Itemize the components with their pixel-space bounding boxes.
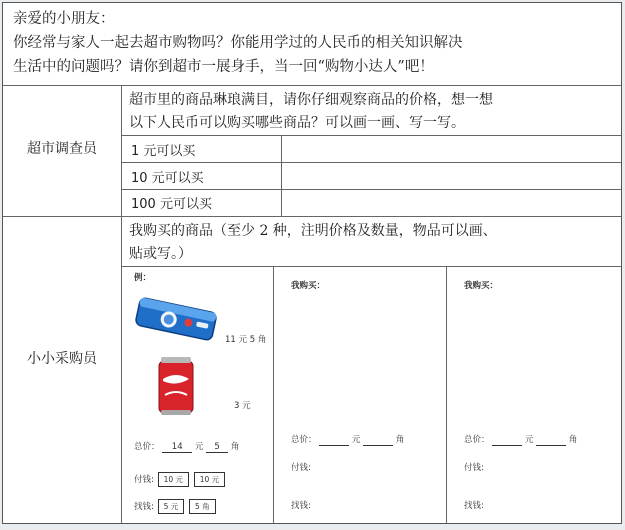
example-total-jiao: 5 xyxy=(206,442,228,453)
survey-row-2-label: 10 元可以买 xyxy=(131,171,204,186)
col2-yuan-unit: 元 xyxy=(351,435,361,445)
survey-row-3-label: 100 元可以买 xyxy=(131,197,212,212)
col2-total-label: 总价： xyxy=(291,435,317,445)
example-item-2-price: 3 元 xyxy=(234,401,251,411)
example-total-jiao-unit: 角 xyxy=(230,442,240,452)
col3-jiao-unit: 角 xyxy=(568,435,578,445)
col3-change-label: 找钱: xyxy=(464,501,484,511)
divider xyxy=(121,162,622,163)
intro-line-3: 生活中的问题吗？请你到超市一展身手，当一回“购物小达人”吧！ xyxy=(13,59,434,75)
col3-total-label: 总价： xyxy=(464,435,490,445)
example-total xyxy=(134,440,239,453)
pencil-case-icon xyxy=(131,293,221,345)
survey-label: 超市调查员 xyxy=(27,141,97,157)
survey-row-1-label: 1 元可以买 xyxy=(131,144,196,159)
divider xyxy=(121,85,122,524)
example-paid-label: 付钱: xyxy=(134,475,154,485)
example-change-note-1: 5 元 xyxy=(158,499,185,514)
example-paid-note-1: 10 元 xyxy=(158,472,189,487)
col2-jiao-unit: 角 xyxy=(395,435,405,445)
col3-yuan-unit: 元 xyxy=(524,435,534,445)
divider xyxy=(273,266,274,524)
buyer-label: 小小采购员 xyxy=(27,351,97,367)
col2-total xyxy=(291,433,404,446)
col3-total-jiao-blank[interactable] xyxy=(536,435,566,446)
survey-prompt-line-2: 以下人民币可以购买哪些商品？可以画一画、写一写。 xyxy=(129,115,465,131)
worksheet xyxy=(2,2,622,524)
col2-change-label: 找钱: xyxy=(291,501,311,511)
example-title: 例： xyxy=(134,273,152,283)
example-item-1-price: 11 元 5 角 xyxy=(225,335,267,345)
col3-total xyxy=(464,433,577,446)
divider xyxy=(446,266,447,524)
example-paid-note-2: 10 元 xyxy=(194,472,225,487)
divider xyxy=(3,216,622,217)
col2-total-jiao-blank[interactable] xyxy=(363,435,393,446)
col2-paid-label: 付钱: xyxy=(291,463,311,473)
survey-prompt-line-1: 超市里的商品琳琅满目，请你仔细观察商品的价格，想一想 xyxy=(129,92,493,108)
buyer-prompt-line-1: 我购买的商品（至少 2 种，注明价格及数量，物品可以画、 xyxy=(129,223,497,239)
col2-title: 我购买： xyxy=(291,281,326,291)
col3-paid-label: 付钱: xyxy=(464,463,484,473)
divider xyxy=(3,85,622,86)
example-total-yuan-unit: 元 xyxy=(194,442,204,452)
buyer-prompt-line-2: 贴或写。） xyxy=(129,246,192,262)
divider xyxy=(121,189,622,190)
divider xyxy=(121,135,622,136)
intro-greeting: 亲爱的小朋友： xyxy=(13,11,115,27)
example-change-label: 找钱: xyxy=(134,502,154,512)
intro-text xyxy=(3,3,621,85)
example-change xyxy=(134,499,217,514)
col3-total-yuan-blank[interactable] xyxy=(492,435,522,446)
divider xyxy=(121,266,622,267)
divider xyxy=(281,135,282,216)
example-change-note-2: 5 角 xyxy=(189,499,216,514)
cola-can-icon xyxy=(155,355,197,417)
intro-line-2: 你经常与家人一起去超市购物吗？你能用学过的人民币的相关知识解决 xyxy=(13,35,463,51)
col3-title: 我购买： xyxy=(464,281,499,291)
example-paid xyxy=(134,472,226,487)
col2-total-yuan-blank[interactable] xyxy=(319,435,349,446)
example-total-label: 总价： xyxy=(134,442,160,452)
example-total-yuan: 14 xyxy=(162,442,192,453)
